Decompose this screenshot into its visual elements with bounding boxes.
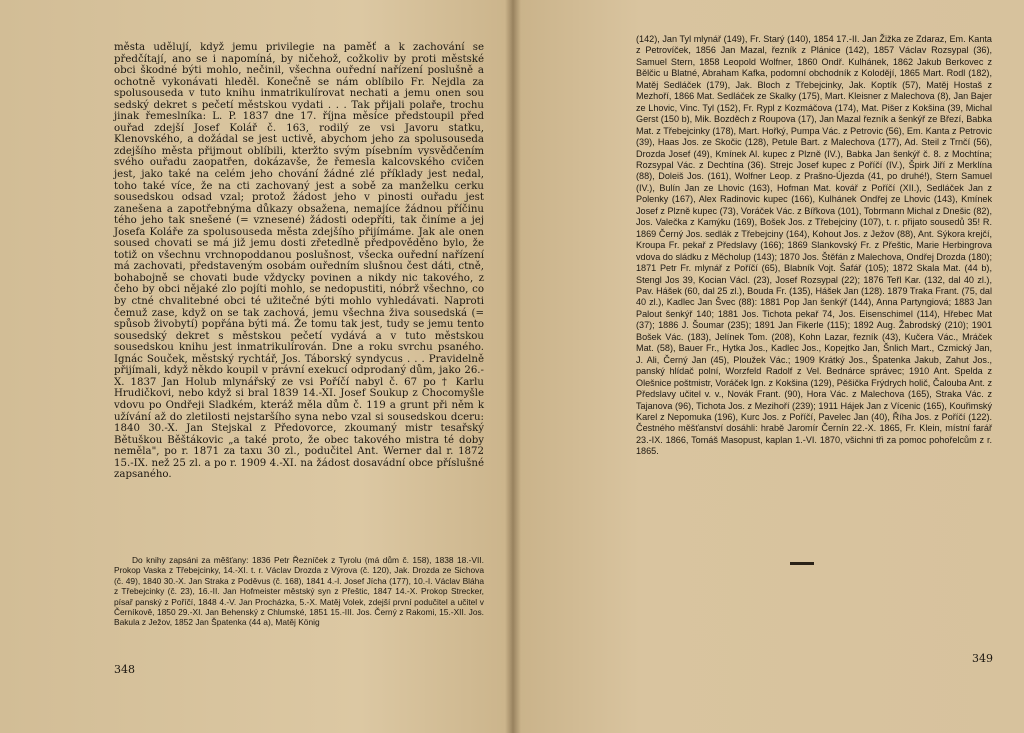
right-body-text: [636, 34, 992, 458]
right-paragraph: (142), Jan Tyl mlynář (149), Fr. Starý (140), 1854 17.-II. Jan Žižka ze Zdaraz, Em. Kanta z Petrovíček, 1856 Jan Mazal, řezník z Plánice (142), 1857 Václav Rozsypal (36), Samuel Stern, 1858 Leopold Wolfner, 1860 Ondř. Kulhánek, 1862 Jakub Berkovec z Bělčic u Blatné, Abraham Kafka, podomní obchodník z Kolodějí, 1865 Mart. Rodl (182), Matěj Sedláček (179), Jak. Bloch z Třebejcinky, Jak. Koptík (57), Matěj Hostaš z Mezhoří, 1866 Mat. Sedláček ze Skalky (175), Mart. Kleisner z Malechova (8), Jan Bajer ze Lhovic, Vinc. Tyl (152), Fr. Rypl z Kozmáčova (174), Mat. Pišer z Kokšina (39, Michal Gerst (150 b), Mik. Bozděch z Roupova (17), Jan Mazal řezník a šenkýř ze Březí, Babka Mat. z Třebejcinky (178), Mart. Hořký, Pumpa Vác. z Petrovic (56), Em. Kanta z Petrovic (39), Haas Jos. ze Skočic (128), Petule Bart. z Malechova (177), Ad. Steil z Trnčí (56), Drozda Josef (49), Kmínek Al. kupec z Plzně (IV.), Babka Jan šenkýř č. 8. z Mochtína; Rozsypal Vác. z Dechtína (36). Strejc Josef kupec z Poříčí (IV.), Špirk Jiří z Merklína (88), Doleiš Jos. (161), Wolfner Leop. z Prašno-Újezda (41, po druhé!), Stern Samuel (IV.), Bulín Jan ze Lhovic (163), Hofman Mat. kovář z Poříčí (XII.), Sedláček Jan z Polenky (167), Alex Radinovic kupec (166), Kulhánek Ondřej ze Lhovic (143), Kmínek Josef z Plzně kupec (73), Voráček Vác. z Bířkova (101), Tobrmann Michal z Dnešic (82), Jos. Valečka z Kamýku (169), Bošek Jos. z Třebejciny (107), t. r. přijato sousedů 35! R. 1869 Černý Jos. sedlák z Třebejciny (164), Kohout Jos. z Ježov (88), Ant. Sýkora krejčí, Kroupa Fr. pekař z Předslavy (166); 1869 Slankovský Fr. z Přeštic, Marie Herbingrova vdova do sládku z Měcholup (143); 1870 Jos. Štěfán z Malechova, Ondřej Drozda (180); 1871 Petr Fr. mlynář z Poříčí (65), Blabník Vojt. Šafář (105); 1872 Skala Mat. (44 b), Stengl Jos 39, Kocian Václ. (23), Josef Rozsypal (22); 1876 Teřl Kar. (132, dal 40 zl.), Pav. Hášek (60, dal 25 zl.), Bouda Fr. (135), Hášek Jan (128). 1879 Traka Frant. (75, dal 40 zl.), Kadlec Jan Švec (88): 1881 Pop Jan šenkýř (144), Anna Partyngiová; 1883 Jan Palout šenkýř 140; 1881 Jos. Tichota pekař 74, Jos. Eisenschimel (114), Hřebec Mat (37); 1886 J. Šoumar (235); 1891 Jan Fikerle (115); 1892 Aug. Žabrodský (210); 1901 Bošek Vác. (183), Jelínek Tom. (208), Kohn Lazar, řezník (43), Kučera Vác., Mráček Mat. (58), Bauer Fr., Hytka Jos., Kadlec Jos., Kopejtko Jan, Šnlich Mart., Czmický Jan, J. Ali, Černý Jan (45), Ploužek Vác.; 1909 Krátký Jos., Špatenka Jakub, Zahut Jos., panský hlídač polní, Worzfeld Radolf z Vel. Bednárce správec; 1910 Ant. Spelda z Olešnice poštmistr, Voráček Ign. z Kokšina (129), Pěšička Frýdrych holič, Čalouba Ant. z Předslavy učitel v. v., Novák Frant. (90), Hora Vác. z Malechova (165), Straka Vác. z Tajanova (96), Tichota Jos. z Mezihoří (239); 1911 Hájek Jan z Vícenic (165), Kouřimský Karel z Nepomuka (196), Kurc Jos. z Poříčí, Pavelec Jan (40), Říha Jos. z Poříčí (122). Čestného měšťanství dosáhli: hrabě Jaromír Černín 22.-X. 1865, Fr. Klein, místní farář 23.-IX. 1866, Tomáš Masopust, kaplan 1.-VI. 1870, všichni tři za pomoc pohořelcům z r. 1865.: [636, 34, 992, 457]
right-page-number: 349: [972, 652, 993, 665]
footnote-text: Do knihy zapsáni za měšťany: 1836 Petr Řezníček z Tyrolu (má dům č. 158), 1838 18.-VII. Prokop Vaska z Třebejcinky, 14.-XI. t. r. Václav Drozda z Výrova (č. 120), Jak. Drozda ze Sichova (č. 49), 1840 30.-X. Jan Straka z Poděvus (č. 168), 1841 4.-I. Josef Jícha (177), 10.-I. Václav Bláha z Třebejcinky (č. 23), 16.-II. Jan Hofmeister městský syn z Přeštic, 1847 14.-X. Prokop Strecker, písař panský z Poříčí, 1848 4.-V. Jan Procházka, 5.-X. Matěj Volek, zdejší první podučitel a učitel v Černíkově, 1850 29.-XI. Jan Behenský z Chlumské, 1851 15.-III. Jos. Černý z Rakomi, 15.-XII. Jos. Bakula z Ježov, 1852 Jan Špatenka (44 a), Matěj König: [114, 555, 484, 628]
section-divider: [790, 562, 814, 565]
right-page: [512, 0, 1024, 733]
left-body-text: [114, 42, 484, 481]
left-footnote: [114, 555, 484, 628]
book-gutter: [505, 0, 521, 733]
left-page-number: 348: [114, 663, 135, 676]
left-paragraph: města udělují, když jemu privilegie na paměť a k zachování se předčítají, ano se i napomíná, by ničehož, cožkoliv by proti městské obci škodné býti mohlo, nečinil, všechna ouřední nařízení poslušně a ochotně vykonávati hleděl. Konečně se nám oblíbilo Fr. Nejdla za spolusouseda v tuto knihu inmatrikulírovat nechati a jemu onen sou sedský dekret s pečetí městskou vydati . . . Tak přijali polaře, trochu jinak řemeslníka: L. P. 1837 dne 17. října měsíce předstoupil před ouřad zdejší Josef Kolář č. 163, rodilý ze vsi Javoru statku, Klenovského, a dožádal se jest uctivě, abychom jeho za spolusouseda zdejšího města přijmout oblíbili, kteržto svým písebním vysvědčením svého ouřadu zaopatřen, dokázavše, že řemesla kalcovského cvičen jest, jako také na celém jeho chování žádné zlé příklady jest nedal, toho také více, že na cti zachovaný jest a sobě za manželku cerku sousedskou odsad vzal; protož žádost jeho v pinosti ouřadu jest zanešena a zapotřebnýma důkazy obsažena, nemajíce žádnou příčinu tého jeho tak snešené (= vznesené) žádosti odepříti, tak činíme a jej Josefa Koláře za spolusouseda města zdejšího přijímáme. Jak ale onen soused chovati se má již jemu dosti zřetedlně předpověděno bylo, že totiž on všechnu vrchnopoddanou poslušnost, všecka ouřední nařízení má zachovati, představeným osobám ouředním slušnou čest dáti, ctně, bohabojně se chovati bude vždycky povinen a nikdy nic takového, z čeho by obci nějaké zlo pojíti mohlo, se nedopustiti, nóbrž všechno, co by ctné chvalitebné obci té užitečné býti mohlo vyhledávati. Naproti čemuž zase, když on se tak zachová, jemu všechna živa sousedská (= spůsob živobytí) popřána býti má. Že tomu tak jest, tudy se jemu tento sousedský dekret s městskou pečetí vydává a v tuto městskou sousedskou knihu jest inmatrikulírován. Dne a roku svrchu psaného. Ignác Souček, městský rychtář, Jos. Táborský syndycus . . . Pravidelně přijímali, když někdo koupil v právní exekucí odprodaný dům, jako 26.-X. 1837 Jan Holub mlynářský ze vsi Poříčí nabyl č. 67 po † Karlu Hrudičkovi, nebo když si bral 1839 14.-XI. Josef Soukup z Chocomyšle vdovu po Ondřeji Sladkém, kteráž měla dům č. 119 a grunt při něm k užívání až do zletilosti nejstaršího syna nebo vzal si sousedskou dceru: 1840 30.-X. Jan Stejskal z Předovorce, zkoumaný mistr tesařský Bětuškou Běštákovic „a také proto, že obec takového mistra té doby neměla", po r. 1871 za taxu 30 zl., podučitel Ant. Werner dal r. 1872 15.-IX. než 25 zl. a po r. 1909 4.-XI. na žádost dosavádní obce příslušné zapsaného.: [114, 42, 484, 481]
